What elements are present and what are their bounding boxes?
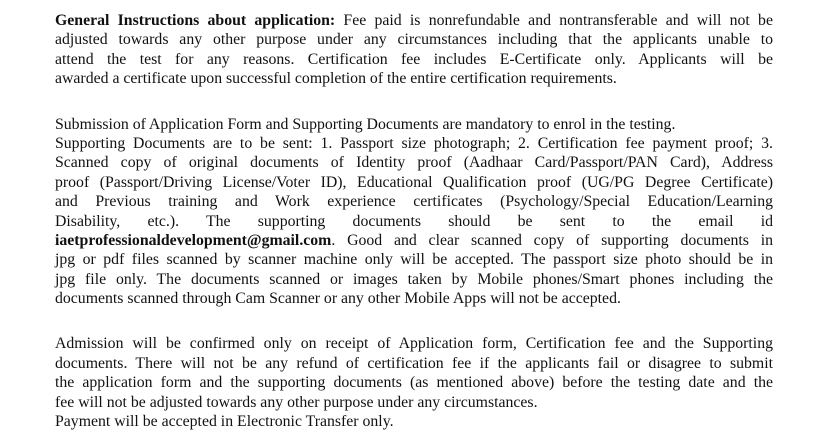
text-line: awarded a certificate upon successful completion of the entire certification requirements. — [55, 70, 617, 88]
text-line: fee will not be adjusted towards any other purpose under any circumstances. — [55, 393, 538, 411]
text-line — [55, 11, 773, 30]
text-line: documents scanned through Cam Scanner or any other Mobile Apps will not be accepted. — [55, 290, 621, 308]
text-line: attend the test for any reasons. Certification fee includes E-Certificate only. Applicants will be — [55, 50, 773, 68]
text-line: Scanned copy of original documents of Identity proof (Aadhaar Card/Passport/PAN Card), Address — [55, 154, 773, 172]
text-line: Submission of Application Form and Supporting Documents are mandatory to enrol in the testing. — [55, 115, 676, 133]
text-line: jpg file only. The documents scanned or images taken by Mobile phones/Smart phones including the — [55, 270, 773, 288]
admission-paragraph — [55, 334, 773, 431]
submission-paragraph — [55, 115, 773, 309]
text-line: Admission will be confirmed only on receipt of Application form, Certification fee and the Supporting — [55, 335, 773, 353]
general-instructions-paragraph — [55, 11, 773, 89]
text-line: the application form and the supporting documents (as mentioned above) before the testing date and the — [55, 374, 773, 392]
text-segment: Fee paid is nonrefundable and nontransferable and will not be — [335, 12, 773, 29]
text-line: jpg or pdf files scanned by scanner machine only will be accepted. The passport size photo should be in — [55, 251, 773, 269]
text-line: proof (Passport/Driving License/Voter ID), Educational Qualification proof (UG/PG Degree Certificate) — [55, 173, 773, 191]
text-line: and Previous training and Work experience certificates (Psychology/Special Education/Learning — [55, 193, 773, 211]
text-line: Supporting Documents are to be sent: 1. Passport size photograph; 2. Certification fee payment proof; 3. — [55, 134, 773, 152]
text-segment: . Good and clear scanned copy of supporting documents in — [331, 231, 773, 249]
text-line — [55, 231, 773, 250]
payment-note: Payment will be accepted in Electronic Transfer only. — [55, 413, 394, 431]
text-line: adjusted towards any other purpose under any circumstances including that the applicants unable to — [55, 31, 773, 49]
email-address: iaetprofessionaldevelopment@gmail.com — [55, 231, 332, 249]
general-instructions-heading: General Instructions about application: — [55, 12, 336, 29]
text-line: Disability, etc.). The supporting documents should be sent to the email id — [55, 212, 773, 230]
text-line: documents. There will not be any refund of certification fee if the applicants fail or disagree to submit — [55, 354, 773, 372]
document-body — [55, 11, 773, 431]
